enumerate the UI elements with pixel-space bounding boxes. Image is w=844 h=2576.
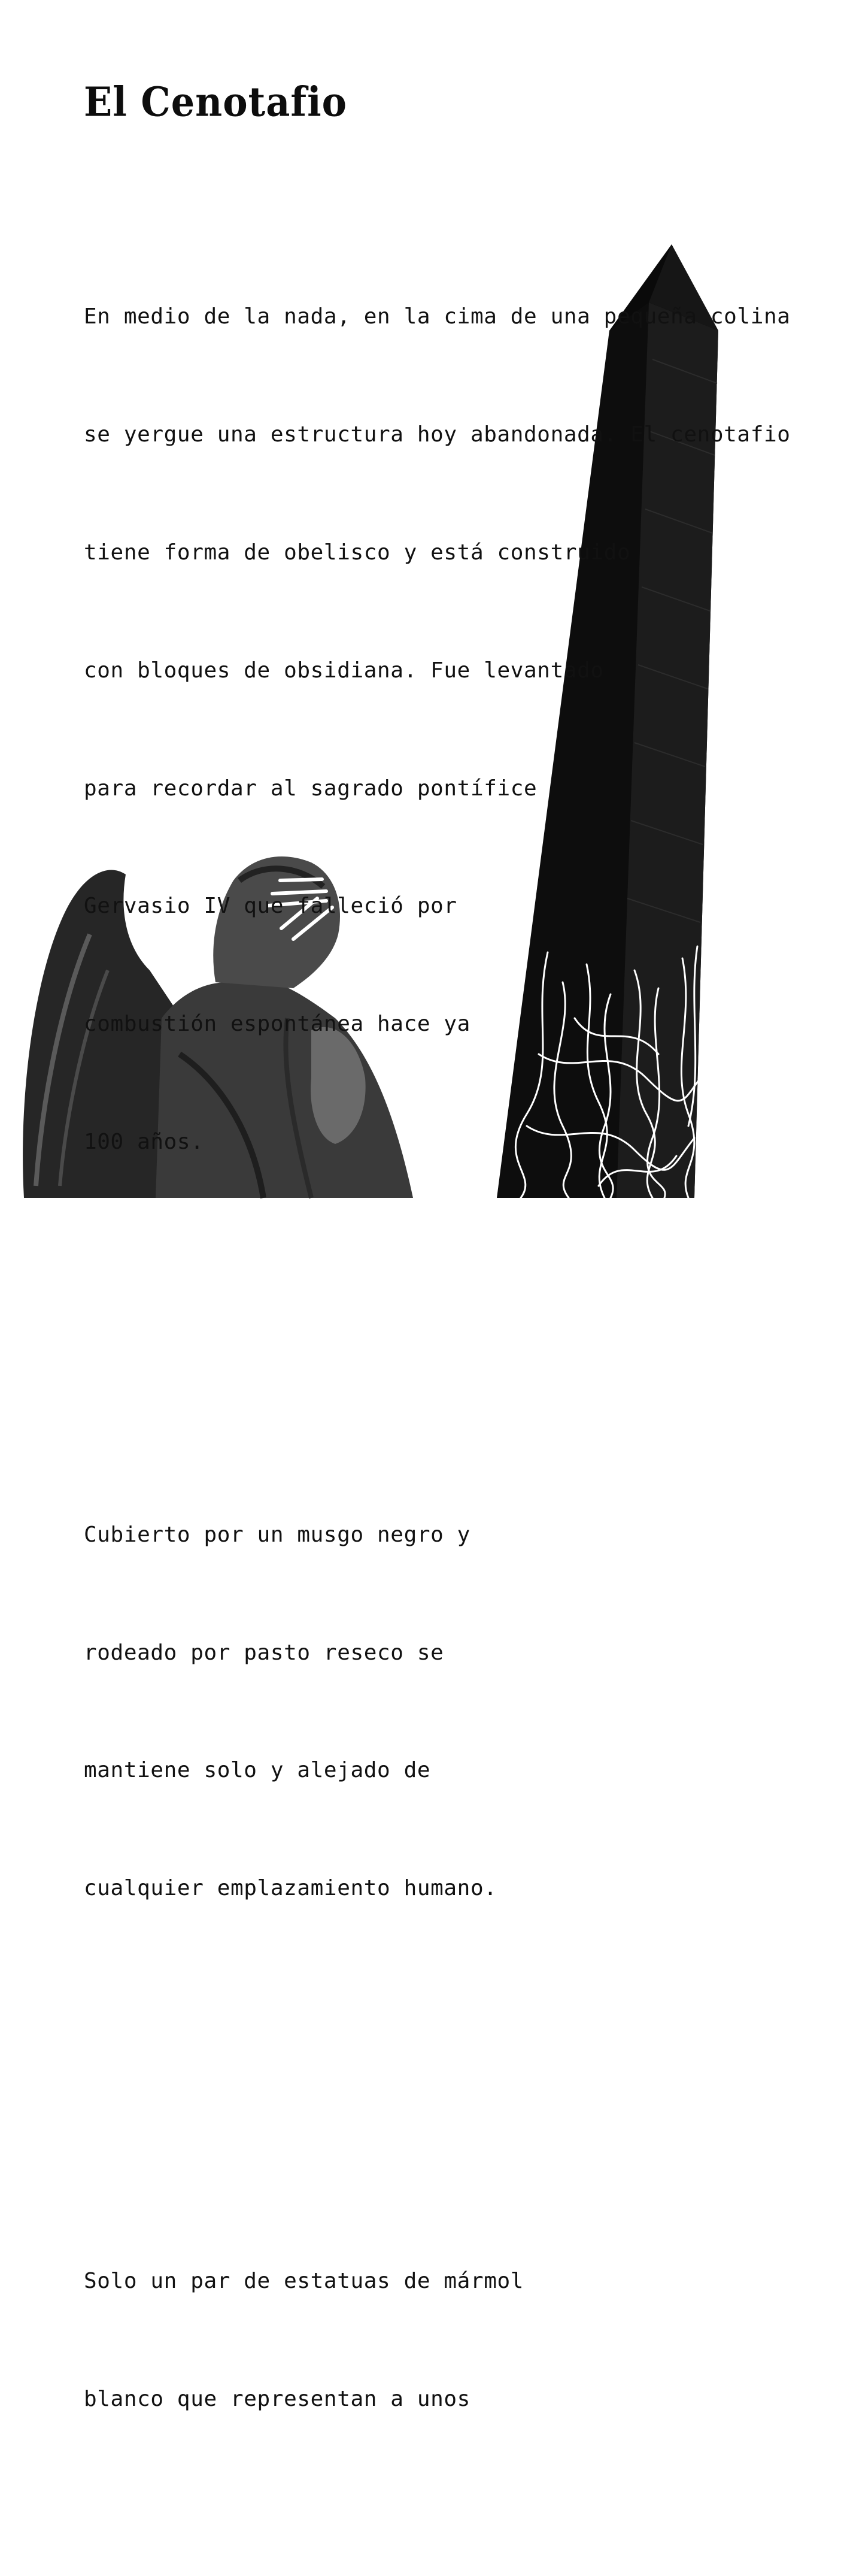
text-line: tiene forma de obelisco y está construido <box>84 540 631 565</box>
text-line: En medio de la nada, en la cima de una pequeña colina <box>84 304 791 329</box>
text-line: combustión espontánea hace ya <box>84 1012 470 1037</box>
text-line: Solo un par de estatuas de mármol <box>84 2269 524 2294</box>
paragraph-1 <box>84 219 791 1240</box>
text-line: mantiene solo y alejado de <box>84 1758 431 1783</box>
text-line: cualquier emplazamiento humano. <box>84 1876 497 1901</box>
text-line: 100 años. <box>84 1129 204 1154</box>
paragraph-3 <box>84 2183 778 2498</box>
paragraph-gap <box>84 2065 778 2105</box>
body-text <box>84 140 791 2576</box>
text-line: con bloques de obsidiana. Fue levantado <box>84 658 604 683</box>
paragraph-2 <box>84 1437 778 1987</box>
text-line: Cubierto por un musgo negro y <box>84 1522 470 1547</box>
text-line: rodeado por pasto reseco se <box>84 1640 444 1665</box>
page-title: El Cenotafio <box>84 78 348 126</box>
text-line: blanco que representan a unos <box>84 2386 470 2411</box>
paragraph-gap <box>84 1319 778 1358</box>
text-line: Gervasio IV que falleció por <box>84 894 457 919</box>
text-line: para recordar al sagrado pontífice <box>84 776 538 801</box>
text-line: se yergue una estructura hoy abandonada. El cenotafio <box>84 422 791 447</box>
